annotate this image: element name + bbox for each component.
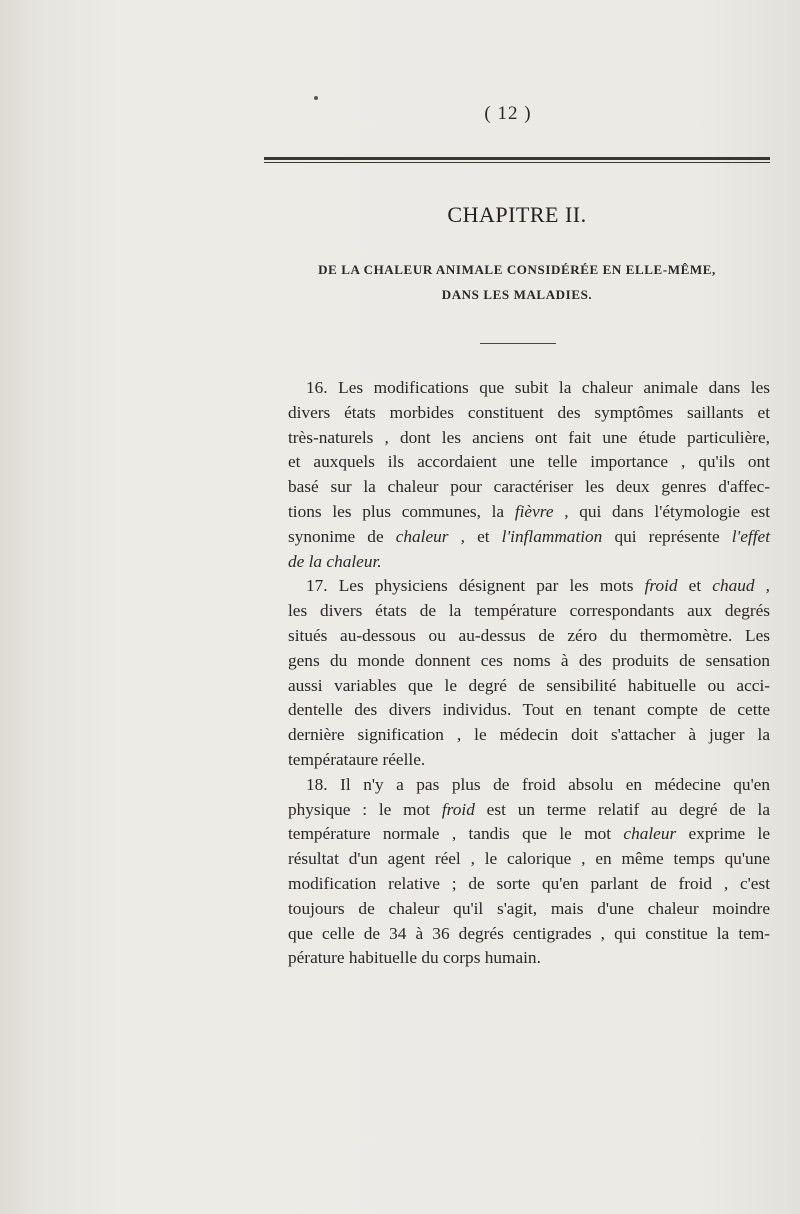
- text-run: qui représente: [602, 526, 732, 546]
- italic-term: chaleur ,: [395, 526, 465, 546]
- chapter-subtitle-line-1: DE LA CHALEUR ANIMALE CONSIDÉRÉE EN ELLE-MÊME,: [318, 262, 716, 277]
- page-number: ( 12 ): [484, 103, 532, 124]
- italic-term: fièvre ,: [514, 501, 569, 521]
- text-line: résultat d'un agent réel , le calorique , en même temps qu'une: [288, 849, 770, 869]
- italic-term: de la chaleur.: [288, 551, 382, 571]
- header-rule-thick: [264, 157, 770, 160]
- text-line: aussi variables que le degré de sensibilité habituelle ou acci-: [288, 675, 770, 695]
- text-run: et: [464, 526, 502, 546]
- text-run: est un terme relatif au degré de la: [474, 799, 770, 819]
- text-line: dernière signification , le médecin doit s'attacher à juger la: [288, 725, 770, 745]
- text-run: physique : le mot: [288, 799, 442, 819]
- italic-term: chaud ,: [712, 576, 770, 596]
- text-run: tions les plus communes, la: [288, 501, 515, 521]
- text-line: gens du monde donnent ces noms à des produits de sensation: [288, 650, 770, 670]
- text-line: [270, 500, 770, 525]
- text-line: modification relative ; de sorte qu'en parlant de froid , c'est: [288, 873, 770, 893]
- text-line: situés au-dessous ou au-dessus de zéro du thermomètre. Les: [288, 625, 770, 645]
- text-line: 16. Les modifications que subit la chaleur animale dans les: [306, 378, 770, 397]
- italic-term: froid: [441, 799, 475, 819]
- text-line: [270, 822, 770, 847]
- chapter-subtitle-line-2: DANS LES MALADIES.: [441, 287, 593, 302]
- text-line: pérature habituelle du corps humain.: [288, 948, 541, 968]
- text-line: 18. Il n'y a pas plus de froid absolu en médecine qu'en: [306, 774, 770, 794]
- text-line: toujours de chaleur qu'il s'agit, mais d'une chaleur moindre: [288, 898, 770, 918]
- text-line: températaure réelle.: [288, 749, 426, 769]
- ink-speck: [314, 96, 318, 100]
- text-line: [270, 798, 770, 823]
- text-run: température normale , tandis que le mot: [288, 824, 624, 844]
- text-line: [270, 525, 770, 550]
- text-line: [270, 574, 770, 599]
- text-line: les divers états de la température correspondants aux degrés: [288, 601, 770, 621]
- paragraph-18: [270, 773, 770, 971]
- text-run: et: [677, 576, 713, 596]
- body-text: [270, 376, 770, 971]
- text-run: 17. Les physiciens désignent par les mots: [306, 576, 645, 596]
- text-run: synonime de: [288, 526, 396, 546]
- italic-term: chaleur: [623, 824, 677, 844]
- text-line: divers états morbides constituent des symptômes saillants et: [288, 402, 770, 422]
- text-line: dentelle des divers individus. Tout en tenant compte de cette: [288, 700, 770, 720]
- italic-term: froid: [644, 576, 678, 596]
- text-line: que celle de 34 à 36 degrés centigrades , qui constitue la tem-: [288, 923, 770, 943]
- italic-term: l'inflammation: [501, 526, 603, 546]
- paragraph-17: [270, 574, 770, 772]
- paragraph-16: [270, 376, 770, 574]
- text-line: [270, 550, 770, 575]
- text-run: qui dans l'étymologie est: [568, 501, 770, 521]
- chapter-title: CHAPITRE II.: [447, 202, 587, 227]
- text-line: basé sur la chaleur pour caractériser les deux genres d'affec-: [288, 477, 770, 497]
- header-rule-thin: [264, 162, 770, 163]
- section-divider: [480, 343, 556, 344]
- text-line: et auxquels ils accordaient une telle importance , qu'ils ont: [288, 452, 770, 472]
- italic-term: l'effet: [731, 526, 770, 546]
- text-run: exprime le: [676, 824, 770, 844]
- text-line: très-naturels , dont les anciens ont fait une étude particulière,: [288, 427, 770, 447]
